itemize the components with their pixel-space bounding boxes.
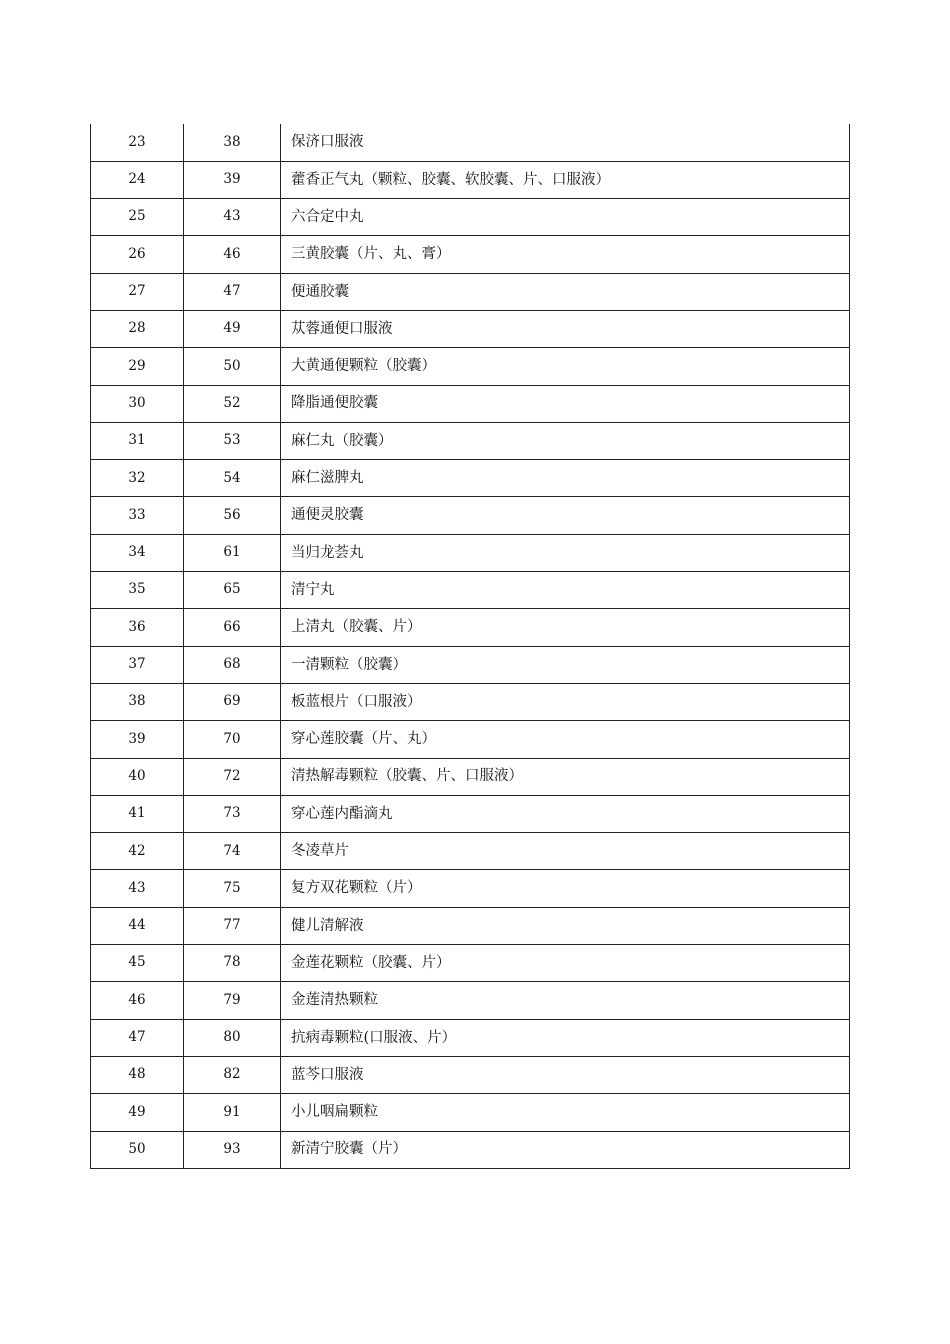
table-row [91, 1094, 850, 1131]
row-number-cell: 91 [184, 1094, 281, 1131]
table-row [91, 534, 850, 571]
row-number-cell: 66 [184, 609, 281, 646]
table-row [91, 385, 850, 422]
row-number-cell: 93 [184, 1131, 281, 1168]
drug-name-cell: 板蓝根片（口服液） [281, 683, 850, 720]
table-row [91, 236, 850, 273]
row-number-cell: 73 [184, 795, 281, 832]
drug-name-cell: 保济口服液 [281, 124, 850, 161]
drug-name-cell: 金莲花颗粒（胶囊、片） [281, 945, 850, 982]
table-row [91, 795, 850, 832]
table-row [91, 161, 850, 198]
table-row [91, 945, 850, 982]
row-serial-cell: 49 [91, 1094, 184, 1131]
table-row [91, 609, 850, 646]
row-serial-cell: 42 [91, 833, 184, 870]
row-number-cell: 46 [184, 236, 281, 273]
row-number-cell: 43 [184, 199, 281, 236]
row-number-cell: 54 [184, 460, 281, 497]
drug-name-cell: 降脂通便胶囊 [281, 385, 850, 422]
table-row [91, 1019, 850, 1056]
row-serial-cell: 44 [91, 907, 184, 944]
table-row [91, 683, 850, 720]
drug-name-cell: 蓝芩口服液 [281, 1056, 850, 1093]
row-number-cell: 72 [184, 758, 281, 795]
table-row [91, 982, 850, 1019]
table-row [91, 646, 850, 683]
table-row [91, 1056, 850, 1093]
row-number-cell: 69 [184, 683, 281, 720]
row-serial-cell: 32 [91, 460, 184, 497]
row-serial-cell: 46 [91, 982, 184, 1019]
drug-name-cell: 金莲清热颗粒 [281, 982, 850, 1019]
drug-name-cell: 三黄胶囊（片、丸、膏） [281, 236, 850, 273]
row-serial-cell: 50 [91, 1131, 184, 1168]
drug-name-cell: 抗病毒颗粒(口服液、片） [281, 1019, 850, 1056]
drug-name-cell: 大黄通便颗粒（胶囊） [281, 348, 850, 385]
table-row [91, 422, 850, 459]
row-serial-cell: 40 [91, 758, 184, 795]
row-serial-cell: 28 [91, 310, 184, 347]
drug-name-cell: 麻仁滋脾丸 [281, 460, 850, 497]
row-number-cell: 77 [184, 907, 281, 944]
table-row [91, 124, 850, 161]
row-number-cell: 39 [184, 161, 281, 198]
drug-name-cell: 通便灵胶囊 [281, 497, 850, 534]
drug-name-cell: 苁蓉通便口服液 [281, 310, 850, 347]
drug-name-cell: 穿心莲内酯滴丸 [281, 795, 850, 832]
table-row [91, 758, 850, 795]
table-row [91, 310, 850, 347]
row-number-cell: 49 [184, 310, 281, 347]
table-body [91, 124, 850, 1168]
row-serial-cell: 27 [91, 273, 184, 310]
row-number-cell: 70 [184, 721, 281, 758]
drug-name-cell: 健儿清解液 [281, 907, 850, 944]
drug-name-cell: 穿心莲胶囊（片、丸） [281, 721, 850, 758]
row-number-cell: 74 [184, 833, 281, 870]
row-number-cell: 53 [184, 422, 281, 459]
row-serial-cell: 48 [91, 1056, 184, 1093]
row-number-cell: 68 [184, 646, 281, 683]
drug-name-cell: 复方双花颗粒（片） [281, 870, 850, 907]
row-number-cell: 38 [184, 124, 281, 161]
table-row [91, 572, 850, 609]
drug-name-cell: 新清宁胶囊（片） [281, 1131, 850, 1168]
row-serial-cell: 35 [91, 572, 184, 609]
drug-name-cell: 麻仁丸（胶囊） [281, 422, 850, 459]
row-serial-cell: 24 [91, 161, 184, 198]
row-number-cell: 61 [184, 534, 281, 571]
row-serial-cell: 45 [91, 945, 184, 982]
drug-name-cell: 上清丸（胶囊、片） [281, 609, 850, 646]
drug-name-cell: 清热解毒颗粒（胶囊、片、口服液） [281, 758, 850, 795]
row-serial-cell: 41 [91, 795, 184, 832]
table-row [91, 721, 850, 758]
row-serial-cell: 33 [91, 497, 184, 534]
row-number-cell: 65 [184, 572, 281, 609]
drug-name-cell: 六合定中丸 [281, 199, 850, 236]
drug-name-cell: 小儿咽扁颗粒 [281, 1094, 850, 1131]
row-serial-cell: 43 [91, 870, 184, 907]
row-serial-cell: 36 [91, 609, 184, 646]
row-number-cell: 47 [184, 273, 281, 310]
table-row [91, 497, 850, 534]
table-row [91, 348, 850, 385]
row-serial-cell: 26 [91, 236, 184, 273]
row-serial-cell: 23 [91, 124, 184, 161]
row-serial-cell: 29 [91, 348, 184, 385]
row-number-cell: 80 [184, 1019, 281, 1056]
row-serial-cell: 30 [91, 385, 184, 422]
drug-name-cell: 便通胶囊 [281, 273, 850, 310]
drug-name-cell: 藿香正气丸（颗粒、胶囊、软胶囊、片、口服液） [281, 161, 850, 198]
row-number-cell: 50 [184, 348, 281, 385]
drug-list-table [90, 124, 850, 1169]
table-row [91, 1131, 850, 1168]
drug-name-cell: 一清颗粒（胶囊） [281, 646, 850, 683]
row-serial-cell: 31 [91, 422, 184, 459]
table-row [91, 907, 850, 944]
row-number-cell: 78 [184, 945, 281, 982]
table-row [91, 273, 850, 310]
row-serial-cell: 37 [91, 646, 184, 683]
row-serial-cell: 39 [91, 721, 184, 758]
row-number-cell: 82 [184, 1056, 281, 1093]
table-row [91, 870, 850, 907]
row-serial-cell: 25 [91, 199, 184, 236]
drug-name-cell: 冬凌草片 [281, 833, 850, 870]
row-number-cell: 75 [184, 870, 281, 907]
row-serial-cell: 47 [91, 1019, 184, 1056]
row-serial-cell: 34 [91, 534, 184, 571]
drug-name-cell: 清宁丸 [281, 572, 850, 609]
table-row [91, 833, 850, 870]
table-row [91, 460, 850, 497]
row-serial-cell: 38 [91, 683, 184, 720]
row-number-cell: 79 [184, 982, 281, 1019]
table-row [91, 199, 850, 236]
row-number-cell: 56 [184, 497, 281, 534]
row-number-cell: 52 [184, 385, 281, 422]
drug-name-cell: 当归龙荟丸 [281, 534, 850, 571]
